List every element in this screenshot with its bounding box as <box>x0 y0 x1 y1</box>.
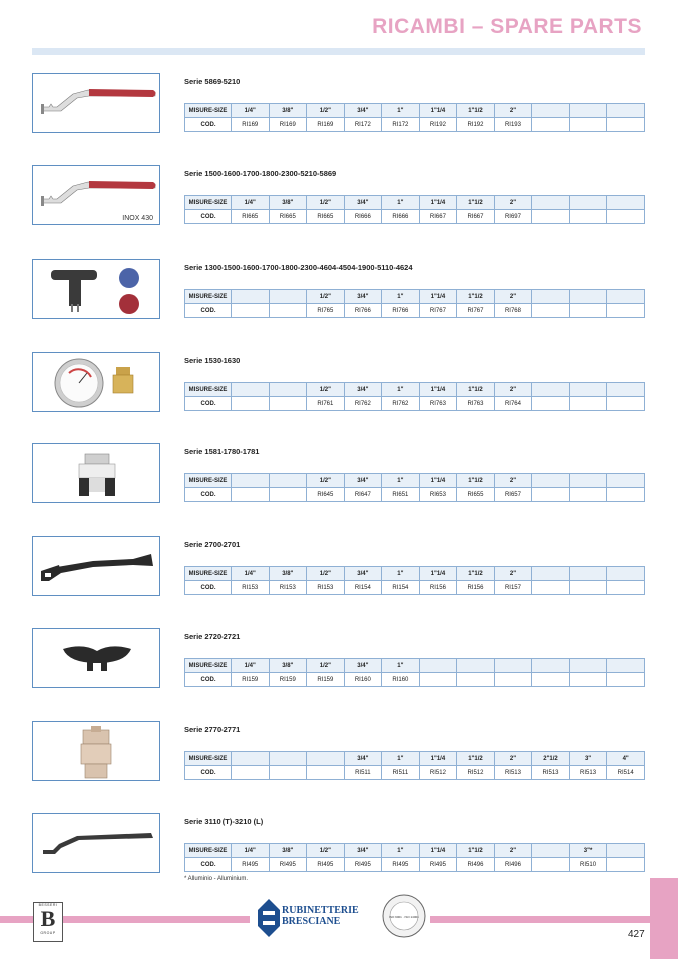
size-cell <box>307 752 345 766</box>
code-cell: RI153 <box>232 581 270 595</box>
code-cell: RI169 <box>269 118 307 132</box>
size-cell: 3/4" <box>344 290 382 304</box>
code-cell: RI764 <box>494 397 532 411</box>
code-cell <box>532 210 570 224</box>
size-cell <box>269 290 307 304</box>
code-row <box>185 581 645 595</box>
iso-certification-seal <box>381 893 427 939</box>
size-cell: 1"1/4 <box>419 104 457 118</box>
cod-label: COD. <box>185 673 232 687</box>
code-cell <box>607 397 645 411</box>
size-cell <box>569 474 607 488</box>
size-cell <box>232 383 270 397</box>
product-section <box>32 443 645 505</box>
code-cell: RI172 <box>344 118 382 132</box>
product-image <box>32 813 160 873</box>
code-cell <box>607 304 645 318</box>
sizes-table <box>184 843 645 872</box>
size-cell <box>569 290 607 304</box>
code-cell: RI159 <box>232 673 270 687</box>
code-cell <box>532 118 570 132</box>
code-cell <box>532 397 570 411</box>
code-row <box>185 488 645 502</box>
code-cell: RI767 <box>457 304 495 318</box>
size-cell <box>607 383 645 397</box>
size-cell <box>419 659 457 673</box>
size-cell: 1/4" <box>232 196 270 210</box>
code-cell <box>532 858 570 872</box>
size-cell: 1/4" <box>232 659 270 673</box>
size-cell: 1" <box>382 290 420 304</box>
code-cell: RI665 <box>232 210 270 224</box>
series-title: Serie 2700-2701 <box>184 540 241 549</box>
series-title: Serie 1500-1600-1700-1800-2300-5210-5869 <box>184 169 337 178</box>
t-handle-icon <box>33 260 160 319</box>
code-cell: RI645 <box>307 488 345 502</box>
size-cell: 1/2" <box>307 104 345 118</box>
size-cell: 4" <box>607 752 645 766</box>
product-section <box>32 259 645 321</box>
code-cell: RI172 <box>382 118 420 132</box>
code-cell: RI655 <box>457 488 495 502</box>
code-cell <box>307 766 345 780</box>
brand-name <box>282 905 359 927</box>
size-cell <box>232 290 270 304</box>
code-cell <box>607 118 645 132</box>
size-cell <box>457 659 495 673</box>
product-section <box>32 165 645 227</box>
header-band <box>32 48 645 55</box>
lever-handle-icon <box>33 537 160 596</box>
size-row <box>185 567 645 581</box>
code-cell <box>607 858 645 872</box>
code-cell: RI766 <box>382 304 420 318</box>
size-cell <box>269 752 307 766</box>
product-image <box>32 165 160 225</box>
code-cell: RI154 <box>382 581 420 595</box>
code-cell: RI496 <box>457 858 495 872</box>
size-cell: 1"1/2 <box>457 290 495 304</box>
code-cell: RI651 <box>382 488 420 502</box>
product-section <box>32 813 645 875</box>
code-cell: RI653 <box>419 488 457 502</box>
code-cell: RI512 <box>419 766 457 780</box>
size-cell: 1" <box>382 567 420 581</box>
code-cell <box>569 118 607 132</box>
size-cell <box>607 104 645 118</box>
size-cell <box>269 474 307 488</box>
size-cell: 1"1/2 <box>457 567 495 581</box>
code-cell <box>269 304 307 318</box>
code-cell <box>607 488 645 502</box>
product-section <box>32 721 645 783</box>
size-cell <box>532 104 570 118</box>
size-cell: 2"1/2 <box>532 752 570 766</box>
size-row <box>185 752 645 766</box>
code-cell: RI697 <box>494 210 532 224</box>
size-cell: 3/4" <box>344 752 382 766</box>
code-cell <box>532 304 570 318</box>
code-row <box>185 397 645 411</box>
brand-emblem-icon <box>256 897 282 939</box>
code-cell <box>419 673 457 687</box>
size-cell: 3/8" <box>269 567 307 581</box>
code-cell: RI193 <box>494 118 532 132</box>
code-cell: RI159 <box>307 673 345 687</box>
size-row <box>185 474 645 488</box>
page-number: 427 <box>628 929 645 940</box>
code-row <box>185 673 645 687</box>
sizes-table <box>184 473 645 502</box>
sizes-table <box>184 195 645 224</box>
code-cell: RI667 <box>457 210 495 224</box>
size-cell <box>607 474 645 488</box>
sizes-table <box>184 658 645 687</box>
size-cell: 2" <box>494 567 532 581</box>
size-cell: 1" <box>382 844 420 858</box>
code-cell <box>269 397 307 411</box>
code-cell <box>569 488 607 502</box>
product-section <box>32 536 645 598</box>
size-cell <box>607 844 645 858</box>
size-cell: 3/4" <box>344 383 382 397</box>
size-cell: 1"1/4 <box>419 752 457 766</box>
size-cell <box>532 290 570 304</box>
sizes-table <box>184 103 645 132</box>
code-cell: RI665 <box>269 210 307 224</box>
code-cell <box>232 304 270 318</box>
size-cell <box>607 567 645 581</box>
size-cell: 1" <box>382 196 420 210</box>
size-cell: 3" <box>569 752 607 766</box>
size-label: MISURE-SIZE <box>185 290 232 304</box>
code-cell: RI667 <box>419 210 457 224</box>
butterfly-handle-icon <box>33 629 160 688</box>
code-cell <box>569 210 607 224</box>
size-cell: 1" <box>382 752 420 766</box>
page-title: RICAMBI – SPARE PARTS <box>372 15 642 38</box>
size-cell <box>532 844 570 858</box>
code-cell <box>532 581 570 595</box>
size-cell: 3/8" <box>269 844 307 858</box>
size-cell: 1/2" <box>307 474 345 488</box>
size-label: MISURE-SIZE <box>185 196 232 210</box>
besseri-logo <box>33 902 63 942</box>
series-title: Serie 5869-5210 <box>184 77 241 86</box>
sizes-table <box>184 566 645 595</box>
size-cell <box>569 659 607 673</box>
cod-label: COD. <box>185 210 232 224</box>
size-row <box>185 844 645 858</box>
size-cell: 1"1/2 <box>457 752 495 766</box>
size-cell: 3/4" <box>344 659 382 673</box>
code-cell <box>569 397 607 411</box>
size-label: MISURE-SIZE <box>185 844 232 858</box>
code-row <box>185 766 645 780</box>
size-row <box>185 659 645 673</box>
code-row <box>185 210 645 224</box>
series-title: Serie 1581-1780-1781 <box>184 447 260 456</box>
code-cell <box>269 488 307 502</box>
code-row <box>185 118 645 132</box>
product-image <box>32 352 160 412</box>
logo-letter: B <box>40 906 56 931</box>
footer-band-right <box>430 916 650 923</box>
size-cell: 1"1/4 <box>419 474 457 488</box>
size-cell: 2" <box>494 474 532 488</box>
sizes-table <box>184 289 645 318</box>
size-cell: 3/4" <box>344 474 382 488</box>
size-cell: 3/8" <box>269 196 307 210</box>
cod-label: COD. <box>185 488 232 502</box>
code-cell: RI767 <box>419 304 457 318</box>
cod-label: COD. <box>185 397 232 411</box>
size-cell: 3/4" <box>344 844 382 858</box>
size-cell <box>532 474 570 488</box>
brand-line-2: BRESCIANE <box>282 916 341 927</box>
code-cell: RI513 <box>569 766 607 780</box>
code-cell: RI768 <box>494 304 532 318</box>
size-cell: 1"1/2 <box>457 844 495 858</box>
code-cell: RI666 <box>344 210 382 224</box>
size-cell: 2" <box>494 844 532 858</box>
code-cell: RI495 <box>232 858 270 872</box>
size-cell: 1"1/4 <box>419 567 457 581</box>
code-cell <box>607 581 645 595</box>
series-title: Serie 1300-1500-1600-1700-1800-2300-4604-4504-1900-5110-4624 <box>184 263 413 272</box>
code-cell <box>232 397 270 411</box>
product-image <box>32 443 160 503</box>
cod-label: COD. <box>185 581 232 595</box>
code-cell: RI763 <box>419 397 457 411</box>
cod-label: COD. <box>185 766 232 780</box>
code-cell: RI157 <box>494 581 532 595</box>
size-cell <box>269 383 307 397</box>
size-cell <box>532 567 570 581</box>
code-cell: RI192 <box>457 118 495 132</box>
pressure-gauge-icon <box>33 353 160 412</box>
code-cell: RI153 <box>269 581 307 595</box>
size-cell: 1" <box>382 474 420 488</box>
code-cell: RI160 <box>382 673 420 687</box>
code-cell: RI495 <box>307 858 345 872</box>
product-section <box>32 352 645 414</box>
code-cell <box>569 673 607 687</box>
size-cell: 3/8" <box>269 104 307 118</box>
code-cell: RI665 <box>307 210 345 224</box>
size-cell <box>607 290 645 304</box>
size-cell <box>607 196 645 210</box>
size-row <box>185 196 645 210</box>
product-image <box>32 259 160 319</box>
size-cell: 3/4" <box>344 196 382 210</box>
code-cell <box>232 766 270 780</box>
size-label: MISURE-SIZE <box>185 752 232 766</box>
size-cell: 3"* <box>569 844 607 858</box>
cod-label: COD. <box>185 858 232 872</box>
size-label: MISURE-SIZE <box>185 383 232 397</box>
logo-top-text: BESSERI <box>38 903 58 907</box>
size-cell <box>569 196 607 210</box>
size-cell: 2" <box>494 290 532 304</box>
code-cell: RI647 <box>344 488 382 502</box>
code-cell: RI156 <box>457 581 495 595</box>
code-cell: RI657 <box>494 488 532 502</box>
code-cell: RI192 <box>419 118 457 132</box>
code-cell <box>569 581 607 595</box>
size-cell <box>232 752 270 766</box>
code-cell: RI510 <box>569 858 607 872</box>
size-cell: 1"1/2 <box>457 474 495 488</box>
code-cell: RI513 <box>532 766 570 780</box>
size-row <box>185 290 645 304</box>
size-cell: 3/4" <box>344 104 382 118</box>
size-cell: 1"1/4 <box>419 196 457 210</box>
size-cell: 1/4" <box>232 104 270 118</box>
size-row <box>185 383 645 397</box>
code-cell: RI496 <box>494 858 532 872</box>
code-cell: RI666 <box>382 210 420 224</box>
code-row <box>185 304 645 318</box>
code-cell: RI160 <box>344 673 382 687</box>
valve-head-icon <box>33 444 160 503</box>
code-cell: RI511 <box>344 766 382 780</box>
size-cell: 1" <box>382 104 420 118</box>
footnote: * Alluminio - Alluminium. <box>184 876 249 882</box>
code-cell: RI159 <box>269 673 307 687</box>
size-cell: 1/2" <box>307 844 345 858</box>
code-cell: RI153 <box>307 581 345 595</box>
product-image <box>32 536 160 596</box>
code-cell: RI512 <box>457 766 495 780</box>
code-cell: RI495 <box>382 858 420 872</box>
code-cell <box>494 673 532 687</box>
code-cell <box>532 488 570 502</box>
code-cell: RI495 <box>269 858 307 872</box>
size-cell <box>607 659 645 673</box>
series-title: Serie 2720-2721 <box>184 632 241 641</box>
code-cell <box>569 304 607 318</box>
size-label: MISURE-SIZE <box>185 659 232 673</box>
size-cell: 1"1/2 <box>457 104 495 118</box>
size-cell: 3/4" <box>344 567 382 581</box>
cod-label: COD. <box>185 118 232 132</box>
size-cell: 1" <box>382 383 420 397</box>
code-cell <box>607 673 645 687</box>
code-cell: RI511 <box>382 766 420 780</box>
code-cell: RI169 <box>232 118 270 132</box>
size-cell: 2" <box>494 383 532 397</box>
side-tab <box>650 878 678 959</box>
long-handle-icon <box>33 814 160 873</box>
logo-bottom-text: GROUP <box>40 931 56 935</box>
size-label: MISURE-SIZE <box>185 474 232 488</box>
size-cell: 1/4" <box>232 567 270 581</box>
brand-line-1: RUBINETTERIE <box>282 905 359 916</box>
code-cell <box>269 766 307 780</box>
size-cell <box>232 474 270 488</box>
size-cell: 1/2" <box>307 290 345 304</box>
code-cell: RI765 <box>307 304 345 318</box>
code-cell: RI766 <box>344 304 382 318</box>
code-cell <box>232 488 270 502</box>
size-cell: 2" <box>494 196 532 210</box>
size-cell <box>532 659 570 673</box>
size-label: MISURE-SIZE <box>185 567 232 581</box>
iso-text: ISO 9001 · ISO 14001 <box>389 915 419 919</box>
brand-logo <box>256 897 372 939</box>
size-cell <box>569 567 607 581</box>
size-cell: 1" <box>382 659 420 673</box>
code-cell: RI169 <box>307 118 345 132</box>
size-cell <box>569 104 607 118</box>
size-cell: 1/4" <box>232 844 270 858</box>
size-cell: 1/2" <box>307 383 345 397</box>
code-cell: RI495 <box>419 858 457 872</box>
size-cell: 1/2" <box>307 196 345 210</box>
series-title: Serie 2770-2771 <box>184 725 241 734</box>
code-cell: RI763 <box>457 397 495 411</box>
size-cell <box>532 383 570 397</box>
product-section <box>32 628 645 690</box>
size-label: MISURE-SIZE <box>185 104 232 118</box>
size-cell: 1"1/4 <box>419 844 457 858</box>
code-cell: RI761 <box>307 397 345 411</box>
sizes-table <box>184 382 645 411</box>
square-nut-icon <box>33 722 160 781</box>
sizes-table <box>184 751 645 780</box>
product-image <box>32 721 160 781</box>
size-cell: 1"1/4 <box>419 290 457 304</box>
product-image <box>32 73 160 133</box>
size-cell: 1"1/2 <box>457 196 495 210</box>
size-cell: 3/8" <box>269 659 307 673</box>
series-title: Serie 3110 (T)-3210 (L) <box>184 817 264 826</box>
size-cell <box>569 383 607 397</box>
size-cell: 1/2" <box>307 567 345 581</box>
code-cell: RI154 <box>344 581 382 595</box>
size-cell: 2" <box>494 752 532 766</box>
size-cell: 1/2" <box>307 659 345 673</box>
series-title: Serie 1530-1630 <box>184 356 241 365</box>
product-section <box>32 73 645 135</box>
code-cell <box>457 673 495 687</box>
code-cell: RI762 <box>382 397 420 411</box>
material-note: INOX 430 <box>122 215 153 222</box>
size-cell: 1"1/2 <box>457 383 495 397</box>
size-cell: 2" <box>494 104 532 118</box>
cod-label: COD. <box>185 304 232 318</box>
size-cell <box>532 196 570 210</box>
code-cell: RI514 <box>607 766 645 780</box>
code-cell: RI156 <box>419 581 457 595</box>
code-row <box>185 858 645 872</box>
code-cell <box>607 210 645 224</box>
code-cell: RI762 <box>344 397 382 411</box>
size-cell <box>494 659 532 673</box>
code-cell <box>532 673 570 687</box>
key-tool-icon <box>33 74 160 133</box>
size-cell: 1"1/4 <box>419 383 457 397</box>
product-image <box>32 628 160 688</box>
code-cell: RI513 <box>494 766 532 780</box>
size-row <box>185 104 645 118</box>
code-cell: RI495 <box>344 858 382 872</box>
